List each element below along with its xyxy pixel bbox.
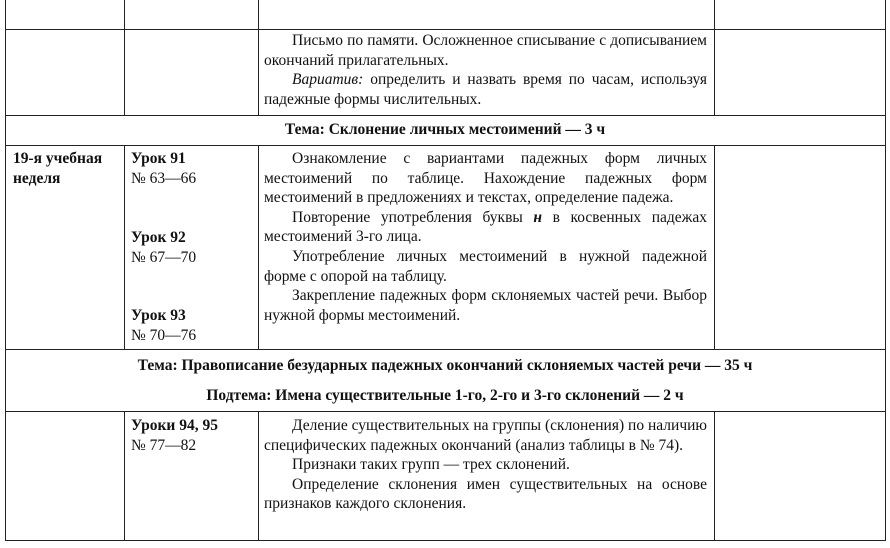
lesson-94-95 xyxy=(131,416,257,455)
content-paragraph: Закрепление падежных форм склоняемых частей речи. Выбор нужной формы местоимений. xyxy=(264,287,707,324)
column-divider xyxy=(714,411,715,541)
row-border xyxy=(5,145,885,146)
week-label: 19-я учебная неделя xyxy=(13,150,103,187)
column-divider xyxy=(258,0,259,116)
lesson-title: Урок 91 xyxy=(131,150,186,167)
row-border xyxy=(5,349,885,350)
content-paragraph xyxy=(264,208,707,247)
column-divider xyxy=(124,0,125,116)
lesson-92 xyxy=(131,228,257,267)
row-border xyxy=(5,29,885,30)
variativ-label: Вариатив: xyxy=(292,71,364,89)
variativ-text: определить и назвать время по часам, используя падежные формы числительных. xyxy=(264,71,707,108)
column-divider xyxy=(258,145,259,350)
content-paragraph: Определение склонения имен существительных на основе признаков каждого склонения. xyxy=(264,475,707,513)
topic-heading: Тема: Склонение личных местоимений — 3 ч xyxy=(284,121,606,138)
lesson-91 xyxy=(131,149,257,188)
lesson-exercises: № 77—82 xyxy=(131,436,197,454)
text-fragment: Повторение употребления буквы xyxy=(292,208,534,226)
lessons-94-95-content xyxy=(264,416,707,514)
table-right-border xyxy=(885,0,886,541)
lesson-93 xyxy=(131,306,257,345)
variativ-paragraph xyxy=(264,70,707,109)
column-divider xyxy=(124,411,125,541)
row-border xyxy=(5,411,885,412)
lesson-exercises: № 67—70 xyxy=(131,248,197,266)
top-row-content xyxy=(264,31,707,109)
content-paragraph: Признаки таких групп — трех склонений. xyxy=(292,456,570,474)
row-border xyxy=(5,115,885,116)
topic-heading: Тема: Правописание безударных падежных окончаний склоняемых частей речи — 35 ч xyxy=(137,357,753,374)
content-paragraph: Деление существительных на группы (склонения) по наличию специфических падежных окончаний (анализ таблицы в № 74). xyxy=(264,417,707,454)
column-divider xyxy=(714,145,715,350)
row-border xyxy=(5,540,885,541)
column-divider xyxy=(258,411,259,541)
lesson-title: Урок 92 xyxy=(131,229,186,246)
content-paragraph: Употребление личных местоимений в нужной падежной форме с опорой на таблицу. xyxy=(264,247,707,285)
highlighted-letter: н xyxy=(533,208,543,226)
lesson-exercises: № 63—66 xyxy=(131,169,197,187)
subtopic-heading: Подтема: Имена существительные 1-го, 2-го и 3-го склонений — 2 ч xyxy=(206,387,684,404)
content-paragraph: Ознакомление с вариантами падежных форм личных местоимений по таблице. Нахождение падежных форм местоимений в предложениях и текстах, определение падежа. xyxy=(264,150,707,207)
lesson-title: Урок 93 xyxy=(131,307,186,324)
column-divider xyxy=(714,0,715,116)
table-left-border xyxy=(5,0,6,541)
text-fragment: в косвенных падежах местоимений 3-го лица. xyxy=(264,208,708,246)
content-paragraph: Письмо по памяти. Осложненное списывание с дописыванием окончаний прилагательных. xyxy=(264,32,707,69)
lessons-91-93-content xyxy=(264,149,707,325)
lesson-exercises: № 70—76 xyxy=(131,326,197,344)
lesson-title: Уроки 94, 95 xyxy=(131,417,218,434)
